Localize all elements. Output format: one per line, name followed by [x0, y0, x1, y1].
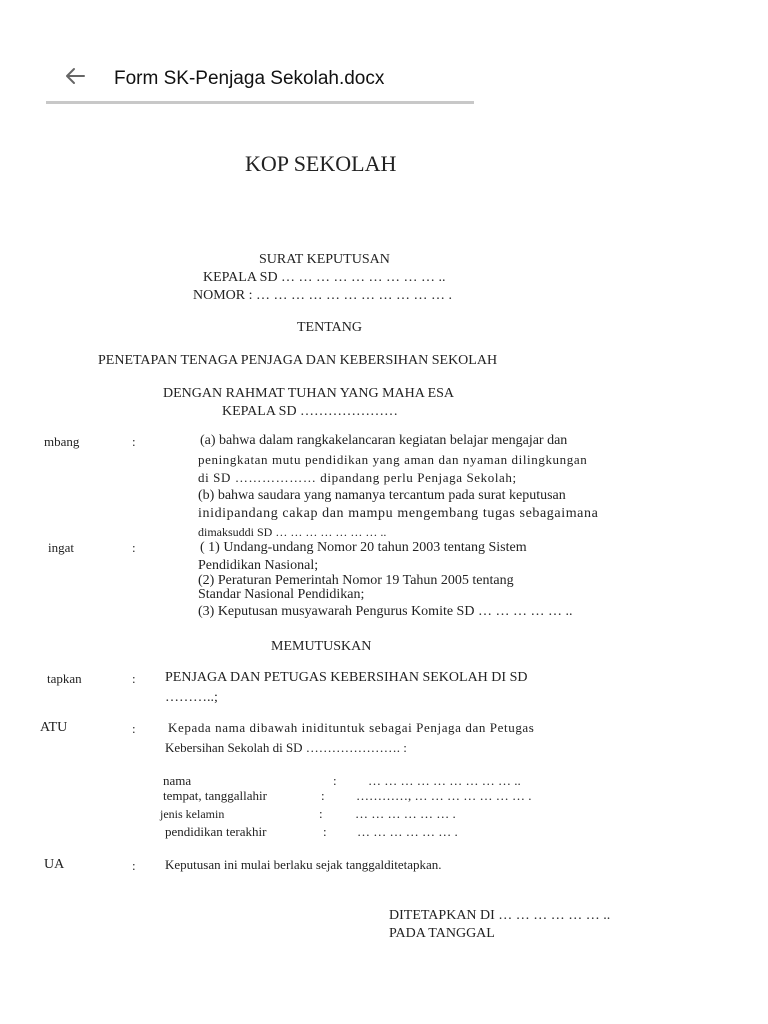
kesatu-colon: : [132, 721, 136, 736]
menetapkan-line: ………..; [165, 690, 218, 705]
field-value-pendidikan: … … … … … … . [357, 824, 458, 839]
title-divider [46, 101, 474, 104]
document-viewer-header [0, 0, 768, 110]
menimbang-line: (b) bahwa saudara yang namanya tercantum pada surat keputusan [198, 488, 566, 503]
field-label-jenis-kelamin: jenis kelamin [160, 807, 225, 821]
field-value-ttl: …………, … … … … … … … . [356, 788, 532, 803]
ditetapkan-line: DITETAPKAN DI … … … … … … .. [389, 908, 611, 923]
menimbang-line: (a) bahwa dalam rangkakelancaran kegiatan belajar mengajar dan [200, 433, 568, 448]
field-colon: : [323, 824, 327, 839]
mengingat-line: Standar Nasional Pendidikan; [198, 587, 365, 602]
surat-keputusan-heading: SURAT KEPUTUSAN [259, 252, 390, 267]
menetapkan-label: tapkan [47, 671, 82, 686]
kop-sekolah-heading: KOP SEKOLAH [245, 151, 397, 176]
mengingat-label: ingat [48, 540, 74, 555]
field-label-pendidikan: pendidikan terakhir [165, 824, 267, 839]
field-value-jenis-kelamin: … … … … … … . [355, 806, 456, 821]
menimbang-line: peningkatan mutu pendidikan yang aman dan nyaman dilingkungan [198, 452, 588, 467]
nomor-line: NOMOR : … … … … … … … … … … … . [193, 288, 453, 303]
kepala-sd-line-2: KEPALA SD ………………… [222, 404, 399, 419]
document-title: Form SK-Penjaga Sekolah.docx [114, 68, 385, 89]
menimbang-line: inidipandang cakap dan mampu mengembang tugas sebagaimana [198, 506, 599, 521]
mengingat-line: ( 1) Undang-undang Nomor 20 tahun 2003 tentang Sistem [200, 540, 527, 555]
menimbang-label: mbang [44, 434, 80, 449]
arrow-left-icon [64, 67, 86, 85]
kedua-label: UA [44, 857, 65, 872]
tentang-heading: TENTANG [297, 320, 362, 335]
kesatu-label: ATU [40, 720, 68, 735]
memutuskan-heading: MEMUTUSKAN [271, 639, 372, 654]
menetapkan-line: PENJAGA DAN PETUGAS KEBERSIHAN SEKOLAH DI SD [165, 670, 528, 685]
kedua-colon: : [132, 858, 136, 873]
menimbang-line: dimaksuddi SD … … … … … … … .. [198, 525, 387, 539]
mengingat-line: Pendidikan Nasional; [198, 558, 319, 573]
menimbang-line: di SD ……………… dipandang perlu Penjaga Sekolah; [198, 470, 517, 485]
mengingat-line: (2) Peraturan Pemerintah Nomor 19 Tahun 2005 tentang [198, 573, 514, 588]
kesatu-line: Kepada nama dibawah inidituntuk sebagai Penjaga dan Petugas [168, 720, 535, 735]
kepala-sd-line: KEPALA SD … … … … … … … … … .. [203, 270, 446, 285]
rahmat-line: DENGAN RAHMAT TUHAN YANG MAHA ESA [163, 386, 455, 401]
field-label-nama: nama [163, 773, 192, 788]
field-value-nama: … … … … … … … … … .. [368, 773, 521, 788]
field-colon: : [321, 788, 325, 803]
mengingat-colon: : [132, 540, 136, 555]
mengingat-line: (3) Keputusan musyawarah Pengurus Komite SD … … … … … .. [198, 604, 573, 619]
field-label-ttl: tempat, tanggallahir [163, 788, 267, 803]
pada-tanggal-line: PADA TANGGAL [389, 926, 495, 941]
menimbang-colon: : [132, 434, 136, 449]
field-colon: : [333, 773, 337, 788]
kedua-line: Keputusan ini mulai berlaku sejak tanggalditetapkan. [165, 857, 442, 872]
menetapkan-colon: : [132, 671, 136, 686]
back-button[interactable] [60, 62, 90, 90]
field-colon: : [319, 806, 323, 821]
penetapan-heading: PENETAPAN TENAGA PENJAGA DAN KEBERSIHAN SEKOLAH [98, 353, 498, 368]
kesatu-line: Kebersihan Sekolah di SD …………………. : [165, 740, 407, 755]
